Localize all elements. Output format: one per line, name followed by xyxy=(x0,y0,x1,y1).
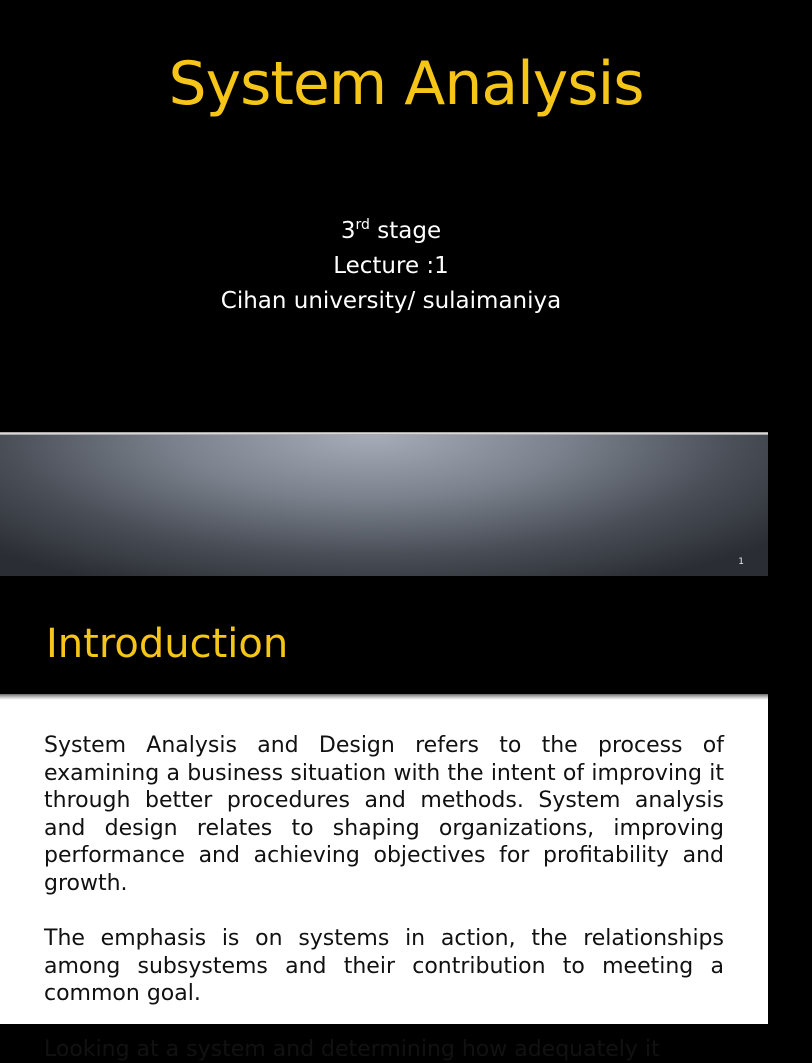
slide-title: Introduction xyxy=(46,621,289,667)
lecture-line: Lecture :1 xyxy=(333,253,449,279)
stage-line xyxy=(0,214,782,249)
slide-title: System Analysis xyxy=(168,49,644,119)
stage-text: stage xyxy=(369,218,442,244)
slide-number: 1 xyxy=(738,557,744,567)
introduction-slide xyxy=(0,576,768,1062)
divider-line xyxy=(0,694,768,700)
slide-subtitle-block xyxy=(0,214,782,319)
stage-number: 3 xyxy=(340,218,356,244)
stage-ordinal-suffix: rd xyxy=(355,217,370,233)
slide-header xyxy=(0,576,768,698)
body-paragraph: The emphasis is on systems in action, the relationships among subsystems and their contribution to meeting a common goal. xyxy=(44,926,724,1007)
slide-body xyxy=(44,732,724,1063)
body-paragraph: System Analysis and Design refers to the process of examining a business situation with the intent of improving it through better procedures and methods. System analysis and design relates to shaping organizations, improving performance and achieving objectives for profitability and growth. xyxy=(44,733,724,896)
university-line: Cihan university/ sulaimaniya xyxy=(220,288,562,314)
gradient-footer-band xyxy=(0,435,768,576)
body-paragraph: Looking at a system and determining how adequately it xyxy=(44,1036,660,1062)
